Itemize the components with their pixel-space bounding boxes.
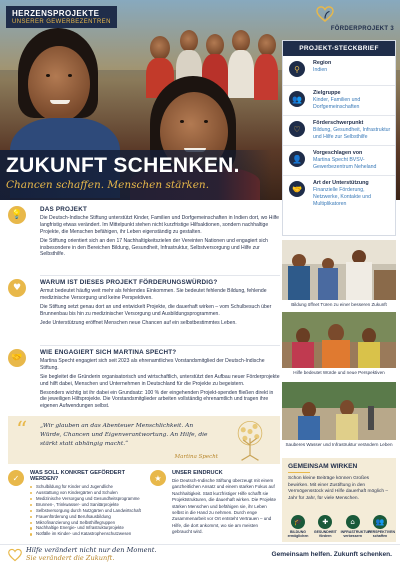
together-icons	[286, 515, 396, 538]
project-profile	[282, 40, 396, 236]
profile-row-support	[283, 176, 395, 211]
hero-tag-subtitle: UNSERER GEWERBEZENTREN	[12, 19, 111, 25]
section-text: Die Deutsch-Indische Stiftung unterstützt Kinder, Familien und Dorfgemeinschaften in Indien dort, wo Hilfe langfristig etwas verändert. Im Mittelpunkt stehen nicht kurzfristige Hilfsaktionen, sondern nachhaltige Projekte, die Menschen befähigen, ihr Leben eigenständig zu gestalten.	[40, 215, 279, 235]
child-face	[232, 30, 250, 52]
girl-eye	[204, 120, 208, 123]
heart-icon: ♡	[289, 121, 305, 137]
section-funding-items	[8, 470, 144, 537]
section-text: Die Deutsch-Indische Stiftung überzeugt mit einem ganzheitlichen Ansatz und einem starken Fokus auf Nachhaltigkeit. Statt kurzfristiger Hilfe schafft sie Projektstrukturen, die dauerhaft wirken. Die Projekte stärken Menschen und befähigen sie, ihr Leben selbst in die Hand zu nehmen. Durch enge Zusammenarbeit vor Ort entsteht Vertrauen – und Hilfe, die dort ankommt, wo sie am meisten gebraucht wird.	[172, 478, 277, 534]
profile-label: Vorgeschlagen von	[313, 150, 363, 156]
graduation-cap-icon: 🎓	[291, 515, 305, 529]
profile-row-focus	[283, 116, 395, 146]
section-text: Die Stiftung orientiert sich an den 17 Nachhaltigkeitszielen der Vereinten Nationen und engagiert sich insbesondere in den Bereichen Bildung, Gesundheit, Infrastruktur, Selbstversorgung und Hilfe zur Selbsthilfe.	[40, 237, 268, 258]
section-title: WARUM IST DIESES PROJEKT FÖRDERUNGSWÜRDIG?	[40, 279, 218, 286]
profile-label: Art der Unterstützung	[313, 180, 369, 186]
list-item: Mikrofinanzierung und Selbsthilfegruppen	[30, 520, 144, 526]
divider	[40, 275, 280, 276]
section-title: WIE ENGAGIERT SICH MARTINA SPECHT?	[40, 349, 177, 356]
footer	[0, 544, 400, 565]
health-cross-icon: ✚	[318, 515, 332, 529]
photo-classroom	[282, 240, 396, 300]
list-item: Notfälle im Kinder- und Katastrophenschutzwesen	[30, 531, 144, 537]
profile-row-proposer	[283, 146, 395, 176]
brand-name: FÖRDERPROJEKT 3	[330, 26, 394, 32]
list-item: Selbstversorgung durch Nutzgärten und Landwirtschaft	[30, 508, 144, 514]
divider	[40, 345, 280, 346]
together-text: Schon kleine Beiträge können Großes bewirken. Mit einer Zustiftung in den Vermögensstock wird Hilfe dauerhaft möglich – Jahr für Jahr, für viele Menschen.	[288, 476, 388, 502]
child-face	[180, 30, 198, 52]
icon-item	[367, 515, 396, 538]
section-text: Armut bedeutet häufig weit mehr als fehlendes Einkommen. Sie bedeutet fehlende Bildung, fehlende medizinische Versorgung und keine Perspektiven.	[40, 288, 267, 301]
profile-label: Förderschwerpunkt	[313, 120, 364, 126]
section-title: DAS PROJEKT	[40, 206, 87, 213]
section-impression	[150, 470, 278, 535]
heart-leaf-icon	[316, 6, 334, 22]
profile-value: Kinder, Familien und Dorfgemeinschaften	[313, 97, 361, 110]
list-item: Frauenförderung und Berufsausbildung	[30, 514, 144, 520]
infrastructure-icon: ⌂	[346, 515, 360, 529]
section-text: Besonders wichtig ist ihr dabei ein Grundsatz: 100 % der eingehenden Projekt-spenden fließen direkt in die jeweiligen Hilfsprojekte. Die Vorstandsmitglieder arbeiten vollständig ehrenamtlich und tragen ihre eigenen Aufwendungen selbst.	[40, 389, 274, 410]
section-title: WAS SOLL KONKRET GEFÖRDERT WERDEN?	[30, 470, 125, 482]
child-face	[150, 36, 170, 60]
photo-caption: Sauberes Wasser und Infrastruktur verändern Leben	[285, 442, 393, 447]
list-item: Medizinische Versorgung und Gesundheitsprogramme	[30, 496, 144, 502]
quote-author: Martina Specht	[174, 454, 218, 460]
map-pin-icon: ⚲	[289, 61, 305, 77]
girl-smile	[50, 100, 70, 104]
icon-item	[340, 515, 371, 538]
list-item: Nachhaltige Energie- und Infrastrukturprojekte	[30, 525, 144, 531]
brand	[278, 4, 400, 38]
section-text: Die Stiftung setzt genau dort an und entwickelt Projekte, die dauerhaft wirken – vom Schulbesuch über Brunnenbau bis hin zu medizinischer Versorgung und Ausbildungsprogrammen.	[40, 303, 272, 317]
together-box	[282, 458, 396, 542]
girl-face	[28, 46, 90, 122]
icon-label: PERSPEKTIVEN schaffen	[367, 529, 396, 538]
list-item: Schulbildung für Kinder und Jugendliche	[30, 484, 144, 490]
profile-value: Martina Specht BVSV-Gewerbezentrum Neheland	[313, 157, 377, 170]
icon-item	[286, 515, 310, 538]
perspective-icon: 👥	[373, 515, 387, 529]
checklist-icon: ✓	[8, 470, 24, 486]
hero-tag	[6, 6, 117, 28]
footer-claim: Gemeinsam helfen. Zukunft schenken.	[271, 551, 392, 558]
list-item: Ausstattung von Kindergärten und Schulen	[30, 490, 144, 496]
divider	[288, 472, 310, 473]
profile-label: Region	[313, 60, 332, 66]
headline: ZUKUNFT SCHENKEN.	[6, 154, 240, 177]
badge-icon: ★	[150, 470, 166, 486]
heart-leaf-icon	[8, 548, 22, 562]
girl-eye	[68, 74, 72, 77]
handshake-icon: 🤝	[8, 349, 26, 367]
profile-value: Indien	[313, 67, 328, 73]
child-face	[258, 34, 276, 56]
profile-label: Zielgruppe	[313, 90, 341, 96]
quote-box	[8, 416, 280, 464]
list-item: Brunnen-, Trinkwasser- und Sanitärprojekte	[30, 502, 144, 508]
child-dress	[254, 54, 278, 100]
child-dress	[228, 50, 254, 98]
quote-text: „Wir glauben an das Abenteuer Menschlichkeit. An Würde, Chancen und Eigenverantwortung. An Hilfe, die stärkt statt abhängig macht.“	[40, 423, 208, 447]
together-title: GEMEINSAM WIRKEN	[288, 463, 358, 470]
section-project	[8, 206, 280, 260]
icon-label: INFRASTRUKTUR verbessern	[340, 529, 371, 538]
photo-children	[282, 312, 396, 368]
icon-label: GESUNDHEIT fördern	[313, 529, 337, 538]
hero-tag-title: HERZENSPROJEKTE	[12, 9, 100, 18]
quote-mark-icon: “	[16, 418, 28, 443]
footer-slogan	[26, 547, 157, 562]
person-icon: 👤	[289, 151, 305, 167]
profile-row-region	[283, 56, 395, 86]
footer-slogan-line1: Hilfe verändert nicht nur den Moment.	[26, 546, 157, 554]
section-why	[8, 279, 280, 328]
funding-list	[30, 484, 144, 537]
photo-caption: Hilfe bedeutet Würde und neue Perspektiven	[293, 370, 385, 375]
tree-icon	[228, 418, 272, 462]
subheadline: Chancen schaffen. Menschen stärken.	[6, 179, 210, 191]
lightbulb-icon: 💡	[8, 206, 26, 224]
section-text: Martina Specht engagiert sich seit 2023 als ehrenamtliches Vorstandsmitglied der Deutsch-Indische Stiftung.	[40, 358, 265, 371]
section-title: UNSER EINDRUCK	[172, 470, 223, 476]
profile-value: Finanzielle Förderung, Netzwerke, Kontakte und Multiplikatoren	[313, 187, 371, 207]
footer-slogan-line2: Sie verändert die Zukunft.	[26, 553, 115, 562]
section-how	[8, 349, 280, 412]
photo-caption: Bildung öffnet Türen zu einer besseren Zukunft	[291, 302, 387, 307]
icon-label: BILDUNG ermöglichen	[287, 529, 309, 538]
profile-value: Bildung, Gesundheit, Infrastruktur und Hilfe zur Selbsthilfe	[313, 127, 391, 140]
section-text: Jede Unterstützung eröffnet Menschen neue Chancen auf ein selbstbestimmtes Leben.	[40, 319, 237, 326]
photo-water	[282, 382, 396, 440]
profile-row-target	[283, 86, 395, 116]
headline-block	[0, 150, 272, 200]
profile-title: PROJEKT-STECKBRIEF	[283, 41, 395, 56]
girl-eye	[46, 74, 50, 77]
people-icon: 👥	[289, 91, 305, 107]
handshake-icon: 🤝	[289, 181, 305, 197]
section-text: Sie begleitet die Gründerin organisatorisch und wirtschaftlich, unterstützt den Aufbau neuer Förderprojekte und hilft dabei, Menschen und Unternehmen in Deutschland für die Projekte zu begeistern.	[40, 373, 280, 387]
icon-item	[313, 515, 337, 538]
child-face	[206, 34, 224, 56]
girl-eye	[180, 120, 184, 123]
heart-icon: ♥	[8, 279, 26, 297]
